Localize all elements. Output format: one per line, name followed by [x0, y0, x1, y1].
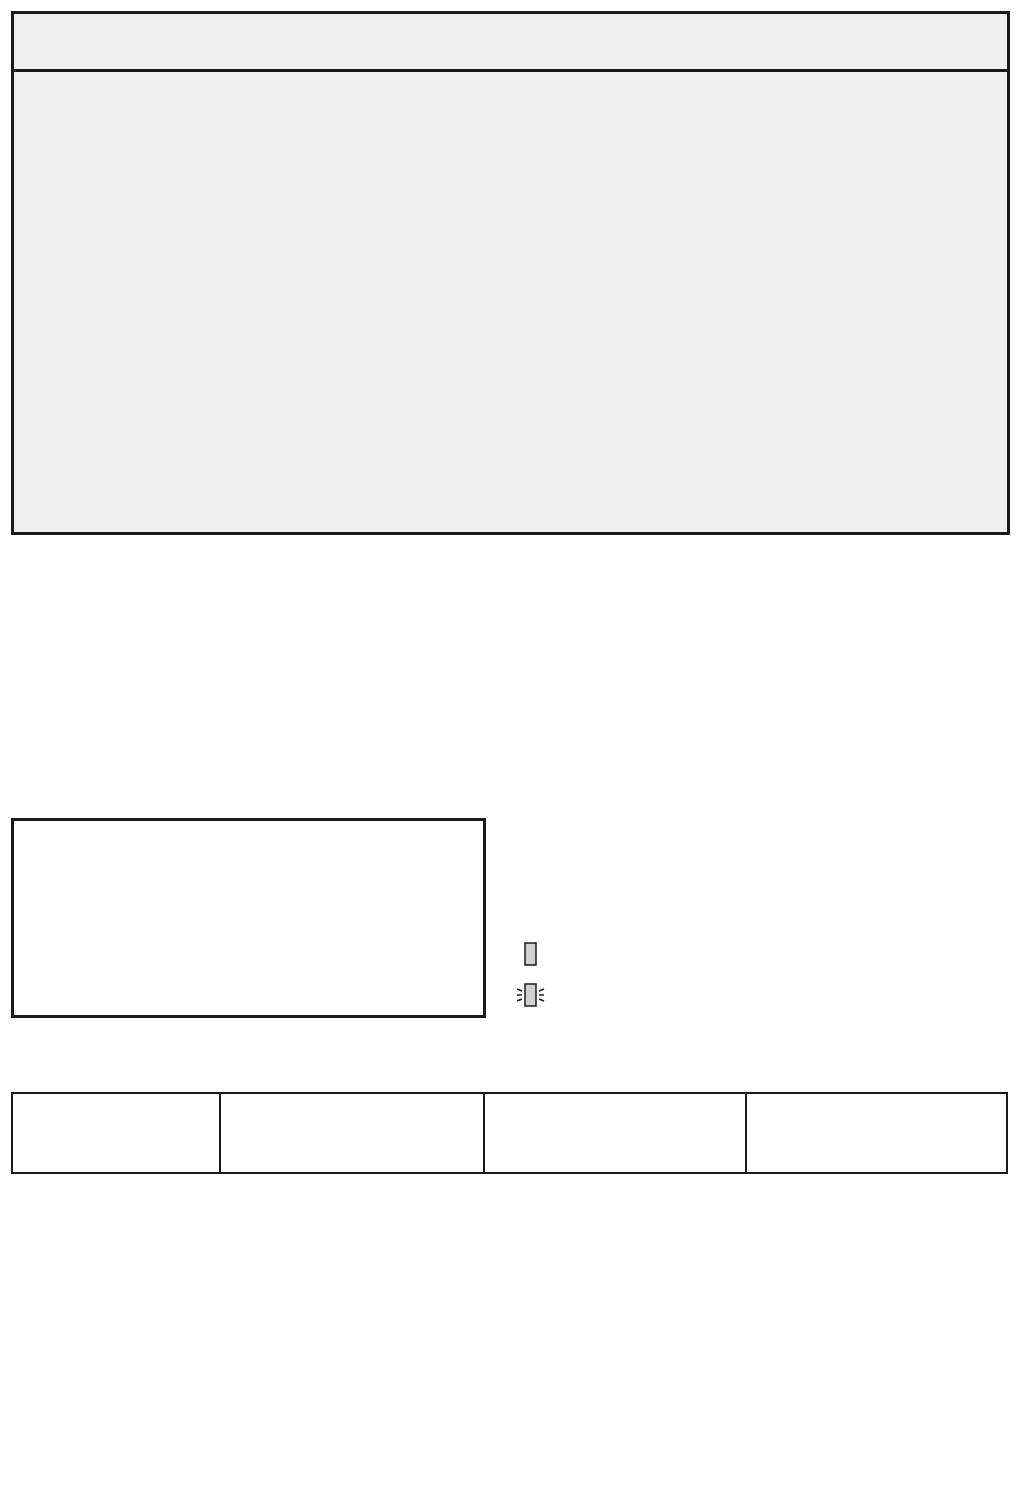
table-header-row — [12, 1093, 1007, 1173]
led-lit-icon — [515, 940, 545, 970]
col-header-burst — [746, 1093, 1007, 1173]
safety-body — [14, 72, 1007, 84]
legend-blinking — [515, 975, 559, 1015]
led-diagram — [11, 818, 486, 1018]
led-bar-graphic — [14, 821, 483, 1015]
applications-table — [11, 1092, 1008, 1174]
col-header-overpressure — [484, 1093, 746, 1173]
led-blinking-icon — [515, 980, 545, 1010]
safety-notice-box — [11, 11, 1010, 535]
col-header-order — [12, 1093, 220, 1173]
led-legend — [515, 935, 559, 1015]
safety-title — [14, 14, 1007, 72]
col-header-range — [220, 1093, 484, 1173]
legend-lit — [515, 935, 559, 975]
